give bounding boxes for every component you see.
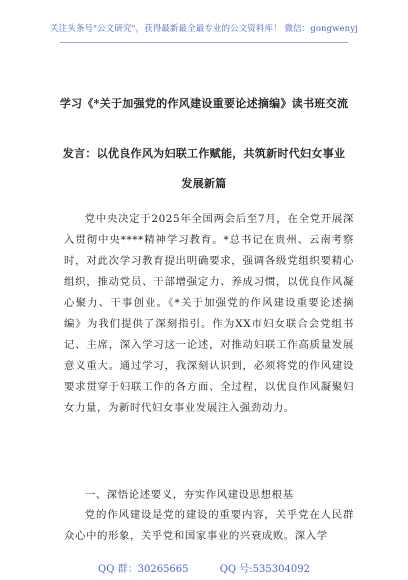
footer-qq-group: QQ 群：30265665 xyxy=(98,564,189,575)
section-heading-1: 一、深悟论述要义，夯实作风建设思想根基 xyxy=(84,489,294,501)
header-notice: 关注头条号"公文研究"，获得最新最全最专业的公文资料库！ 微信：gongwenyj xyxy=(50,24,358,34)
header-divider xyxy=(60,42,348,43)
document-title-line-1: 学习《*关于加强党的作风建设重要论述摘编》读书班交流 xyxy=(59,97,349,110)
document-title-line-2: 发言：以优良作风为妇联工作赋能，共筑新时代妇女事业 xyxy=(62,147,346,160)
body-paragraph-1: 党中央决定于2025年全国两会后至7月，在全党开展深入贯彻中央****精神学习教育。*总书记在贵州、云南考察时，对此次学习教育提出明确要求，强调各级党组织要精心组织，推动党员、干部增强定力、养成习惯，以优良作风凝心聚力、干事创业。《*关于加强党的作风建设重要论述摘编》为我们提供了深刻指引。作为XX市妇女联合会党组书记、主席，深入学习这一论述，对推动妇联工作高质量发展意义重大。通过学习，我深刻认识到，必须将党的作风建设要求贯穿于妇联工作的各方面、全过程，以优良作风凝聚妇女力量，为新时代妇女事业发展注入强劲动力。 xyxy=(64,213,354,414)
body-paragraph-2: 党的作风建设是党的建设的重要内容，关乎党在人民群众心中的形象，关乎党和国家事业的兴衰成败。深入学 xyxy=(64,509,354,542)
footer-contact xyxy=(0,560,408,575)
footer-qq-number: QQ 号:535304092 xyxy=(219,564,310,575)
document-title-line-3: 发展新篇 xyxy=(181,177,227,190)
